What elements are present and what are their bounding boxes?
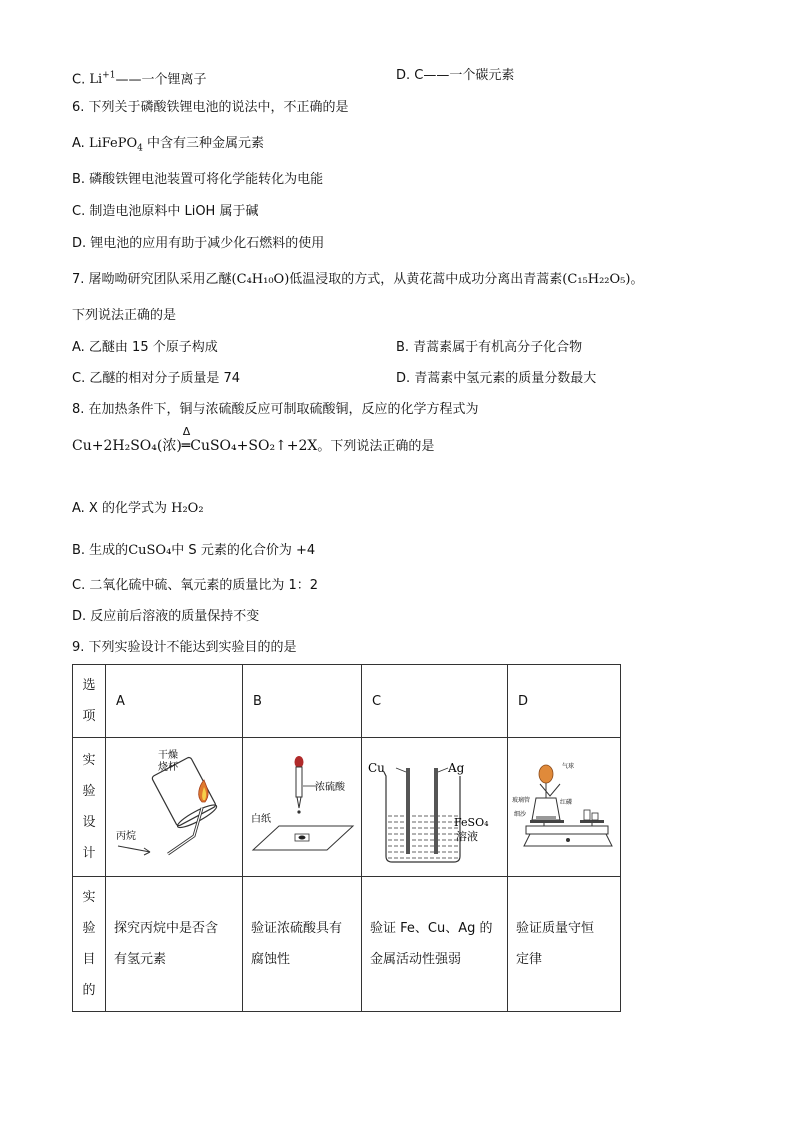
paper-label: 白纸 — [251, 814, 271, 825]
table-row-design — [73, 738, 621, 877]
feso4-label: FeSO₄ — [454, 816, 489, 829]
head-char: 计 — [82, 846, 96, 861]
label-leader — [396, 768, 406, 772]
q8-stem: 8. 在加热条件下，铜与浓硫酸反应可制取硫酸铜，反应的化学方程式为 — [72, 402, 479, 417]
tube-label: 玻璃管 — [512, 797, 531, 804]
goal-line: 探究丙烷中是否含 — [114, 921, 219, 936]
goal-line: 验证质量守恒 — [516, 921, 595, 936]
acid-drop-icon — [297, 810, 300, 813]
acid-paper-figure — [243, 738, 361, 872]
q8-option-a — [72, 499, 204, 519]
head-char: 的 — [82, 983, 96, 998]
artemisinin-formula: (C₁₅H₂₂O₅) — [562, 272, 631, 287]
dropper-tip — [297, 797, 301, 808]
acid-label: 浓硫酸 — [315, 782, 345, 793]
option-b-cell: B — [243, 665, 362, 738]
row-head-design — [73, 738, 106, 877]
option-label: C. — [72, 72, 86, 88]
balance-knob — [566, 838, 570, 842]
goal-line: 金属活动性强弱 — [370, 952, 462, 967]
option-text: 中含有三种金属元素 — [147, 136, 265, 151]
figure-d-cell — [508, 738, 621, 877]
propane-label: 丙烷 — [116, 831, 136, 842]
solution-label: 溶液 — [456, 830, 478, 843]
sand-layer — [536, 816, 556, 819]
label-leader — [438, 768, 448, 772]
q8-option-b — [72, 541, 315, 561]
cu-label: Cu — [368, 761, 385, 775]
head-char: 实 — [82, 753, 96, 768]
beaker-label: 烧杯 — [158, 762, 178, 773]
row-head-options — [73, 665, 106, 738]
beaker-label: 干燥 — [158, 750, 178, 761]
charred-spot — [299, 836, 306, 840]
delta-symbol: Δ — [182, 425, 191, 438]
equation-products: CuSO₄+SO₂↑+2X — [190, 438, 318, 454]
head-char: 设 — [82, 815, 96, 830]
sand-label: 细沙 — [514, 811, 527, 818]
q7-stem2: 下列说法正确的是 — [72, 308, 177, 323]
table-row-goals — [73, 877, 621, 1012]
head-char: 实 — [82, 890, 96, 905]
copper-strip — [406, 768, 410, 854]
balloon-label: 气球 — [562, 763, 575, 770]
weight-icon — [584, 810, 590, 820]
formula-charge: +1 — [102, 71, 116, 81]
head-char: 选 — [82, 678, 96, 693]
dropper-tube — [296, 767, 302, 797]
goal-line: 腐蚀性 — [251, 952, 291, 967]
option-c-cell: C — [362, 665, 508, 738]
ether-formula: (C₄H₁₀O) — [231, 272, 290, 287]
goal-b-cell — [243, 877, 362, 1012]
formula-sub: 4 — [137, 143, 143, 154]
q9-stem: 9. 下列实验设计不能达到实验目的的是 — [72, 640, 297, 655]
goal-line: 定律 — [516, 952, 543, 967]
beaker — [384, 772, 460, 862]
solution-lines — [388, 816, 458, 858]
flask-neck — [540, 784, 560, 796]
q6-option-c: C. 制造电池原料中 LiOH 属于碱 — [72, 204, 259, 219]
equation-tail: 。下列说法正确的是 — [317, 439, 435, 454]
gas-tube — [168, 808, 202, 854]
head-char: 目 — [82, 952, 96, 967]
figure-b-cell — [243, 738, 362, 877]
head-char: 验 — [82, 921, 96, 936]
q7-option-a: A. 乙醚由 15 个原子构成 — [72, 340, 218, 355]
option-text: B. 生成的 — [72, 543, 129, 558]
silver-strip — [434, 768, 438, 854]
stem-text: 低温浸取的方式，从黄花蒿中成功分离出青蒿素 — [289, 272, 563, 287]
q5-option-d: D. C——一个碳元素 — [396, 68, 515, 83]
q6-stem: 6. 下列关于磷酸铁锂电池的说法中，不正确的是 — [72, 100, 349, 115]
weight-icon — [592, 813, 598, 820]
li-ion-formula — [89, 72, 115, 87]
balance-beam — [526, 826, 608, 834]
stem-text: 7. 屠呦呦研究团队采用乙醚 — [72, 272, 232, 287]
goal-line: 有氢元素 — [114, 952, 167, 967]
q7-option-b: B. 青蒿素属于有机高分子化合物 — [396, 340, 583, 355]
balloon-icon — [539, 765, 553, 783]
option-label: A. — [72, 136, 85, 151]
stem-end: 。 — [630, 272, 644, 287]
formula-base: LiFePO — [88, 136, 138, 151]
option-a-cell: A — [106, 665, 243, 738]
q7-option-d: D. 青蒿素中氢元素的质量分数最大 — [396, 371, 597, 386]
figure-c-cell — [362, 738, 508, 877]
head-char: 验 — [82, 784, 96, 799]
left-pan — [530, 820, 564, 823]
option-text: ——一个锂离子 — [115, 72, 207, 88]
goal-line: 验证 Fe、Cu、Ag 的 — [370, 921, 493, 936]
q6-option-b: B. 磷酸铁锂电池装置可将化学能转化为电能 — [72, 172, 324, 187]
phosphorus-label: 红磷 — [560, 799, 573, 806]
equation-reactants: Cu+2H₂SO₄(浓) — [72, 438, 182, 454]
figure-a-cell — [106, 738, 243, 877]
q8-option-d: D. 反应前后溶液的质量保持不变 — [72, 609, 260, 624]
balance-figure — [508, 738, 620, 872]
table-row-options — [73, 665, 621, 738]
row-head-goals — [73, 877, 106, 1012]
lifepo4-formula — [88, 136, 143, 154]
q7-stem — [72, 270, 643, 290]
ag-label: Ag — [448, 761, 465, 775]
q8-equation — [72, 425, 435, 455]
option-text: A. X 的化学式为 — [72, 501, 167, 516]
heat-condition: Δ ═ — [181, 425, 191, 454]
propane-combustion-figure — [106, 738, 242, 872]
right-pan — [580, 820, 604, 823]
head-char: 项 — [82, 709, 96, 724]
metal-activity-figure — [362, 738, 507, 872]
q6-option-d: D. 锂电池的应用有助于减少化石燃料的使用 — [72, 236, 325, 251]
goal-d-cell — [508, 877, 621, 1012]
q6-option-a — [72, 134, 264, 159]
cuso4-formula: CuSO₄ — [128, 543, 172, 558]
option-d-cell: D — [508, 665, 621, 738]
option-text: 中 S 元素的化合价为 +4 — [171, 543, 316, 558]
q9-options-table — [72, 664, 621, 1012]
goal-line: 验证浓硫酸具有 — [251, 921, 343, 936]
goal-a-cell — [106, 877, 243, 1012]
x-formula: H₂O₂ — [171, 501, 204, 516]
formula-base: Li — [89, 72, 103, 88]
goal-c-cell — [362, 877, 508, 1012]
q5-option-c — [72, 66, 206, 90]
q8-option-c: C. 二氧化硫中硫、氧元素的质量比为 1：2 — [72, 578, 319, 593]
q7-option-c: C. 乙醚的相对分子质量是 74 — [72, 371, 241, 386]
dropper-bulb-icon — [295, 756, 304, 768]
